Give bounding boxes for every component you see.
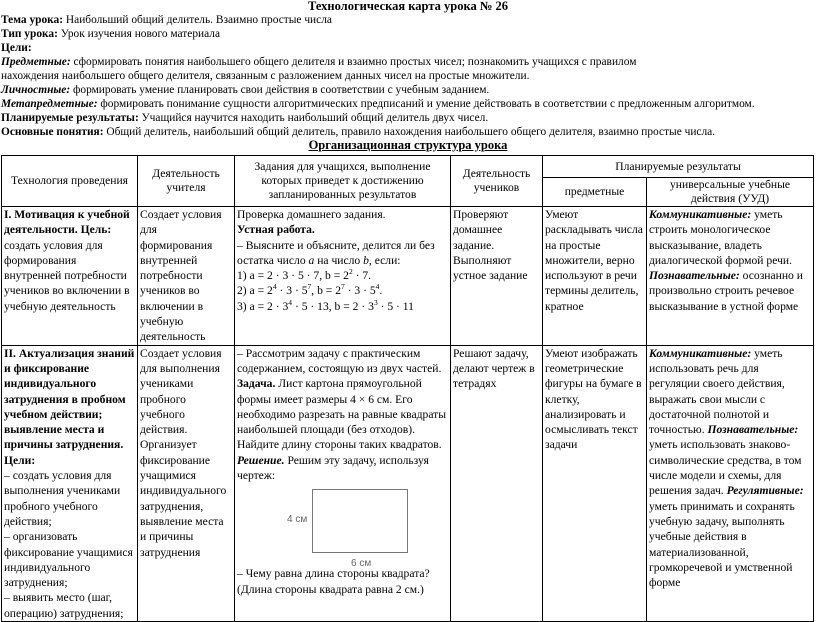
rectangle-figure [287, 489, 408, 570]
row1-tasks [235, 207, 451, 346]
header-planned: Планируемые результаты [543, 156, 814, 178]
row1-task-b: 2) $a = 2^4 \cdot 3 \cdot 5^7$, $b = 2^7 \cdot 3 \cdot 5^4$. [237, 282, 383, 298]
subject-goals-line [1, 56, 810, 70]
table-row [2, 345, 814, 621]
row1-task-homework: Проверка домашнего задания. [237, 208, 386, 221]
type-label: Тип урока: [1, 28, 58, 40]
row1-uud [647, 207, 814, 346]
row2-task-question: – Чему равна длина стороны квадрата? (Длина стороны квадрата равна 2 см.) [237, 567, 430, 596]
concepts-label: Основные понятия: [1, 126, 104, 138]
header-subject: предметные [543, 178, 647, 207]
document-title: Технологическая карта урока № 26 [307, 0, 509, 13]
structure-title: Организационная структура урока [308, 138, 508, 152]
row1-uud-cog-text: осознанно и произвольно строить речевое высказывание в устной форме [649, 269, 803, 313]
header-students: Деятельность учеников [451, 156, 543, 207]
personal-goals-label: Личностные: [1, 84, 71, 96]
lesson-structure-table [1, 155, 814, 622]
goals-label: Цели: [1, 42, 32, 54]
meta-goals-text: формировать понимание сущности алгоритмических предписаний и умение действовать в соответствии с предложенным алгоритмом. [97, 98, 755, 110]
row2-uud-cog-label: Познавательные: [707, 423, 799, 437]
row2-task-intro: – Рассмотрим задачу с практическим содержанием, состоящую из двух частей. [237, 346, 442, 375]
topic-line [1, 14, 810, 28]
row2-uud-reg-text: уметь принимать и сохранять учебную задачу, выполнять учебные действия в материализованной, громкоречевой и умственной форме [649, 499, 795, 590]
row2-stage-title: II. Актуализация знаний и фиксирование индивидуального затруднения в пробном учебном действии; выявление места и причины затруднения. [4, 346, 135, 452]
topic-text: Наибольший общий делитель. Взаимно простые числа [63, 14, 332, 26]
row2-uud-comm-text: уметь использовать речь для регуляции своего действия, выражать свои мысли с достаточной полнотой и точностью. [649, 346, 785, 437]
row1-uud-comm-label: Коммуникативные: [649, 208, 752, 221]
row1-task-question: – Выясните и объясните, делится ли без остатка число a на число b, если: [237, 238, 435, 267]
row2-subject-results: Умеют изображать геометрические фигуры на бумаге в клетку, анализировать и осмысливать текст задачи [543, 345, 647, 621]
row2-goal-2: – организовать фиксирование учащимися индивидуального затруднения; [4, 530, 133, 590]
topic-label: Тема урока: [1, 14, 64, 26]
meta-goals-line [1, 98, 810, 112]
figure-side-label: 4 см [287, 514, 308, 526]
row2-goal-1: – создать условия для выполнения учениками пробного учебного действия; [4, 469, 121, 528]
row1-stage-title: I. Мотивация к учебной деятельности. [4, 208, 130, 237]
row2-uud [647, 345, 814, 621]
row2-goal-label: Цели: [4, 453, 36, 467]
row2-teacher: Создает условия для выполнения учениками пробного учебного действия. Организует фиксирование учащимися индивидуального затруднения, выявление места и причины затруднения [138, 345, 235, 621]
header-technology: Технология проведения [2, 156, 138, 207]
row1-stage [2, 207, 138, 346]
type-line [1, 28, 810, 42]
row1-uud-comm-text: уметь строить монологическое высказывание, владеть диалогической формой речи. [649, 208, 793, 267]
header-uud: универсальные учебные действия (УУД) [647, 178, 814, 207]
type-text: Урок изучения нового материала [57, 28, 221, 40]
row2-tasks [235, 345, 451, 621]
row1-task-oral: Устная работа. [237, 223, 315, 237]
row2-task-solution: Решение. Решим эту задачу, используя чертеж: [237, 453, 429, 483]
row1-goal-text: создать условия для формирования внутренней потребности учеников во включении в учебную деятельность [4, 238, 130, 313]
row1-task-a: 1) a = 2 · 3 · 5 · 7, $b = 2^2 \cdot 7$. [237, 267, 372, 283]
meta-goals-label: Метапредметные: [1, 98, 98, 110]
table-header-row [2, 156, 814, 178]
subject-goals-text-1: сформировать понятия наибольшего общего делителя и взаимно простых чисел; познакомить учащихся с правилом [70, 56, 637, 68]
personal-goals-line [1, 84, 810, 98]
personal-goals-text: формировать умение планировать свои действия в соответствии с учебным заданием. [70, 84, 490, 96]
row1-subject-results: Умеют раскладывать числа на простые множители, верно используют в речи термины делитель, кратное [543, 207, 647, 346]
row1-goal-label: Цель: [80, 223, 112, 237]
row1-students: Проверяют домашнее задание. Выполняют устное задание [451, 207, 543, 346]
header-teacher: Деятельность учителя [138, 156, 235, 207]
results-label: Планируемые результаты: [1, 112, 139, 124]
row2-goal-3: – выявить место (шаг, операцию) затруднения; [4, 591, 124, 620]
row2-stage [2, 345, 138, 621]
row2-task-problem: Задача. Лист картона прямоугольной формы имеет размеры 4 × 6 см. Его необходимо разрезать на равные квадраты наибольшей площади (без отходов). Найдите длину стороны таких квадратов. [237, 377, 447, 452]
results-text: Учащийся научится находить наибольший общий делитель двух чисел. [138, 112, 489, 124]
concepts-text: Общий делитель, наибольший общий делитель, правило нахождения наибольшего общего делителя, взаимно простые числа. [103, 126, 716, 138]
row2-students: Решают задачу, делают чертеж в тетрадях [451, 345, 543, 621]
results-line [1, 112, 810, 126]
subject-goals-label: Предметные: [1, 56, 71, 68]
row2-uud-comm-label: Коммуникативные: [649, 346, 752, 360]
row2-uud-cog-text: уметь использовать знаково-символические средства, в том числе модели и схемы, для решения задач. [649, 438, 802, 498]
row1-task-c: 3) $a = 2 \cdot 3^4 \cdot 5 \cdot 13$, $b = 2 \cdot 3^3 \cdot 5 \cdot 11$ [237, 297, 414, 313]
row2-uud-reg-label: Регулятивные: [726, 484, 804, 498]
subject-goals-text-2: нахождения наибольшего общего делителя, связанным с разложением данных чисел на простые множители. [1, 70, 530, 82]
header-tasks: Задания для учащихся, выполнение которых приведет к достижению запланированных результатов [235, 156, 451, 207]
row1-teacher: Создает условия для формирования внутренней потребности учеников во включении в учебную деятельность [138, 207, 235, 346]
table-row [2, 207, 814, 346]
figure-bottom-label: 6 см [351, 558, 372, 570]
row1-uud-cog-label: Познавательные: [649, 269, 740, 283]
